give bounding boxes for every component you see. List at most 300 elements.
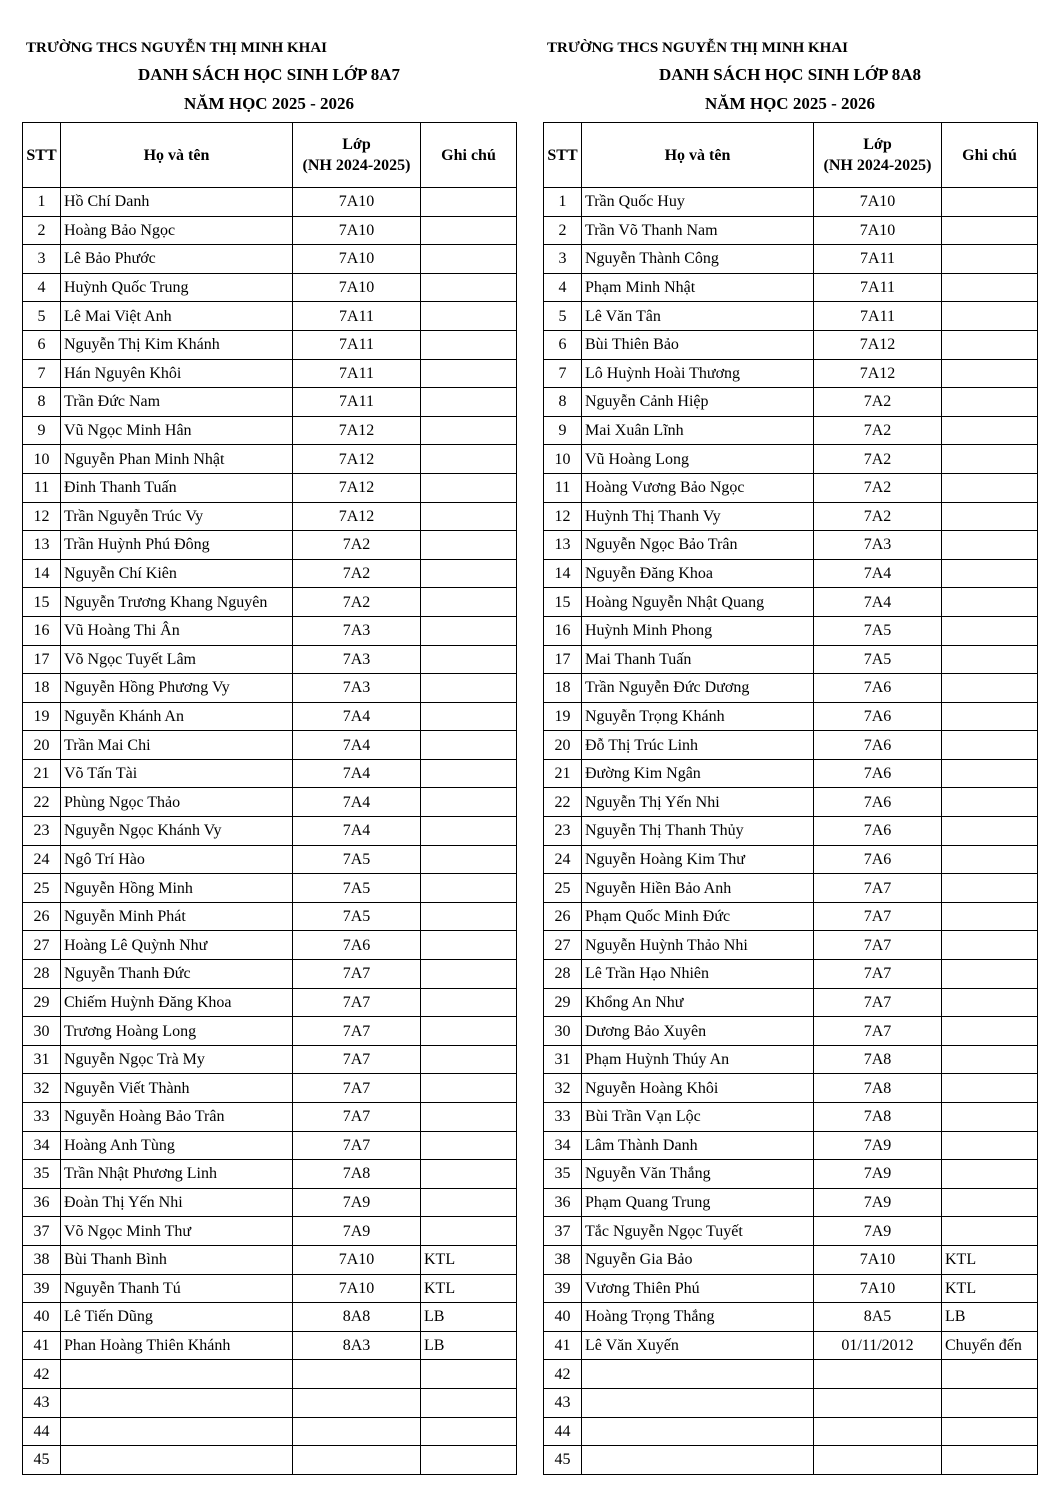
table-row bbox=[23, 1103, 517, 1132]
cell-stt: 45 bbox=[23, 1446, 61, 1475]
cell-stt: 39 bbox=[544, 1274, 582, 1303]
cell-note bbox=[421, 473, 517, 502]
cell-stt: 30 bbox=[544, 1017, 582, 1046]
cell-class: 7A9 bbox=[814, 1217, 942, 1246]
cell-note bbox=[421, 1131, 517, 1160]
cell-class: 7A7 bbox=[814, 902, 942, 931]
table-row bbox=[23, 1303, 517, 1332]
table-row bbox=[544, 1388, 1038, 1417]
table-row bbox=[544, 1017, 1038, 1046]
cell-note bbox=[942, 330, 1038, 359]
cell-name bbox=[582, 1388, 814, 1417]
cell-stt: 8 bbox=[23, 388, 61, 417]
cell-name: Hoàng Bảo Ngọc bbox=[61, 216, 293, 245]
cell-note bbox=[421, 817, 517, 846]
cell-note bbox=[421, 1388, 517, 1417]
cell-note bbox=[421, 559, 517, 588]
cell-class: 7A3 bbox=[293, 616, 421, 645]
cell-name: Nguyễn Hiền Bảo Anh bbox=[582, 874, 814, 903]
cell-name: Lê Văn Tân bbox=[582, 302, 814, 331]
cell-class: 7A7 bbox=[293, 1045, 421, 1074]
cell-class bbox=[814, 1417, 942, 1446]
header-note: Ghi chú bbox=[942, 123, 1038, 188]
header-name: Họ và tên bbox=[582, 123, 814, 188]
cell-note bbox=[942, 988, 1038, 1017]
cell-class: 7A9 bbox=[814, 1188, 942, 1217]
cell-name: Nguyễn Văn Thắng bbox=[582, 1160, 814, 1189]
cell-name: Võ Ngọc Tuyết Lâm bbox=[61, 645, 293, 674]
table-row bbox=[544, 645, 1038, 674]
cell-class: 7A9 bbox=[814, 1160, 942, 1189]
cell-note: KTL bbox=[942, 1245, 1038, 1274]
table-row bbox=[23, 1045, 517, 1074]
table-row bbox=[544, 788, 1038, 817]
header-class-label: Lớp bbox=[863, 136, 892, 153]
cell-class: 7A7 bbox=[814, 931, 942, 960]
cell-stt: 33 bbox=[544, 1103, 582, 1132]
cell-note bbox=[421, 188, 517, 217]
cell-class: 7A7 bbox=[293, 960, 421, 989]
cell-note bbox=[942, 388, 1038, 417]
cell-note bbox=[942, 1417, 1038, 1446]
cell-name: Nguyễn Thanh Tú bbox=[61, 1274, 293, 1303]
cell-name bbox=[582, 1446, 814, 1475]
cell-stt: 39 bbox=[23, 1274, 61, 1303]
cell-name: Nguyễn Viết Thành bbox=[61, 1074, 293, 1103]
cell-note bbox=[421, 216, 517, 245]
cell-note bbox=[421, 1217, 517, 1246]
cell-note bbox=[942, 845, 1038, 874]
table-row bbox=[544, 1103, 1038, 1132]
cell-class: 7A6 bbox=[293, 931, 421, 960]
cell-class: 7A4 bbox=[293, 788, 421, 817]
cell-stt: 24 bbox=[544, 845, 582, 874]
cell-class: 7A3 bbox=[814, 531, 942, 560]
cell-note bbox=[421, 445, 517, 474]
cell-class: 7A9 bbox=[814, 1131, 942, 1160]
cell-stt: 21 bbox=[544, 759, 582, 788]
cell-name bbox=[61, 1388, 293, 1417]
cell-note bbox=[421, 674, 517, 703]
table-row bbox=[544, 902, 1038, 931]
header-stt: STT bbox=[23, 123, 61, 188]
table-row bbox=[544, 1360, 1038, 1389]
cell-stt: 21 bbox=[23, 759, 61, 788]
cell-name: Nguyễn Ngọc Bảo Trân bbox=[582, 531, 814, 560]
cell-stt: 12 bbox=[544, 502, 582, 531]
cell-stt: 43 bbox=[544, 1388, 582, 1417]
cell-name: Trần Nguyễn Trúc Vy bbox=[61, 502, 293, 531]
cell-stt: 2 bbox=[544, 216, 582, 245]
cell-stt: 5 bbox=[23, 302, 61, 331]
cell-stt: 26 bbox=[23, 902, 61, 931]
cell-name: Hán Nguyên Khôi bbox=[61, 359, 293, 388]
cell-class: 7A2 bbox=[293, 531, 421, 560]
cell-class: 7A12 bbox=[293, 416, 421, 445]
cell-stt: 19 bbox=[23, 702, 61, 731]
cell-class: 7A7 bbox=[293, 1103, 421, 1132]
table-row bbox=[544, 1417, 1038, 1446]
cell-class: 8A5 bbox=[814, 1303, 942, 1332]
cell-name: Nguyễn Cảnh Hiệp bbox=[582, 388, 814, 417]
table-row bbox=[23, 702, 517, 731]
cell-name: Hồ Chí Danh bbox=[61, 188, 293, 217]
cell-class: 7A3 bbox=[293, 645, 421, 674]
cell-stt: 31 bbox=[23, 1045, 61, 1074]
cell-stt: 18 bbox=[544, 674, 582, 703]
school-year: NĂM HỌC 2025 - 2026 bbox=[705, 94, 875, 113]
table-row bbox=[544, 988, 1038, 1017]
cell-stt: 17 bbox=[23, 645, 61, 674]
cell-class: 7A6 bbox=[814, 731, 942, 760]
cell-class: 7A9 bbox=[293, 1217, 421, 1246]
cell-class: 7A9 bbox=[293, 1188, 421, 1217]
cell-note bbox=[421, 1417, 517, 1446]
cell-stt: 35 bbox=[23, 1160, 61, 1189]
cell-note bbox=[421, 788, 517, 817]
cell-name: Nguyễn Thanh Đức bbox=[61, 960, 293, 989]
cell-stt: 45 bbox=[544, 1446, 582, 1475]
cell-note bbox=[421, 388, 517, 417]
table-row bbox=[23, 302, 517, 331]
table-body bbox=[23, 188, 517, 1475]
cell-class: 7A4 bbox=[293, 817, 421, 846]
cell-stt: 34 bbox=[23, 1131, 61, 1160]
table-header bbox=[23, 123, 517, 188]
cell-stt: 7 bbox=[23, 359, 61, 388]
cell-name: Hoàng Anh Tùng bbox=[61, 1131, 293, 1160]
cell-stt: 36 bbox=[23, 1188, 61, 1217]
table-row bbox=[23, 931, 517, 960]
cell-note bbox=[942, 245, 1038, 274]
table-row bbox=[23, 216, 517, 245]
cell-name: Lâm Thành Danh bbox=[582, 1131, 814, 1160]
cell-name: Ngô Trí Hào bbox=[61, 845, 293, 874]
cell-class: 7A10 bbox=[293, 273, 421, 302]
cell-class bbox=[293, 1388, 421, 1417]
cell-class bbox=[814, 1388, 942, 1417]
table-row bbox=[544, 1303, 1038, 1332]
cell-name: Huỳnh Minh Phong bbox=[582, 616, 814, 645]
cell-name: Phạm Minh Nhật bbox=[582, 273, 814, 302]
cell-note bbox=[421, 874, 517, 903]
table-row bbox=[544, 1331, 1038, 1360]
header-class-year: (NH 2024-2025) bbox=[302, 157, 411, 174]
cell-name: Nguyễn Ngọc Khánh Vy bbox=[61, 817, 293, 846]
cell-stt: 4 bbox=[23, 273, 61, 302]
table-row bbox=[544, 502, 1038, 531]
cell-class: 7A6 bbox=[814, 845, 942, 874]
table-row bbox=[23, 531, 517, 560]
cell-class: 7A11 bbox=[814, 245, 942, 274]
cell-stt: 38 bbox=[544, 1245, 582, 1274]
cell-name bbox=[61, 1417, 293, 1446]
cell-note bbox=[942, 931, 1038, 960]
table-row bbox=[23, 674, 517, 703]
cell-class: 7A11 bbox=[293, 330, 421, 359]
cell-name bbox=[582, 1360, 814, 1389]
table-row bbox=[544, 874, 1038, 903]
table-row bbox=[23, 188, 517, 217]
cell-stt: 44 bbox=[544, 1417, 582, 1446]
table-row bbox=[23, 817, 517, 846]
cell-class: 7A10 bbox=[814, 188, 942, 217]
cell-name: Hoàng Vương Bảo Ngọc bbox=[582, 473, 814, 502]
cell-name: Chiếm Huỳnh Đăng Khoa bbox=[61, 988, 293, 1017]
cell-note bbox=[942, 1360, 1038, 1389]
table-row bbox=[23, 1245, 517, 1274]
cell-name: Đinh Thanh Tuấn bbox=[61, 473, 293, 502]
cell-name: Huỳnh Quốc Trung bbox=[61, 273, 293, 302]
cell-class: 7A7 bbox=[293, 1017, 421, 1046]
cell-class: 7A6 bbox=[814, 702, 942, 731]
table-row bbox=[544, 674, 1038, 703]
header-note: Ghi chú bbox=[421, 123, 517, 188]
cell-class: 7A6 bbox=[814, 788, 942, 817]
table-row bbox=[544, 188, 1038, 217]
cell-note bbox=[421, 1017, 517, 1046]
cell-note bbox=[942, 445, 1038, 474]
cell-class: 7A4 bbox=[814, 559, 942, 588]
cell-name: Trần Nhật Phương Linh bbox=[61, 1160, 293, 1189]
cell-note bbox=[942, 302, 1038, 331]
cell-name: Nguyễn Khánh An bbox=[61, 702, 293, 731]
cell-stt: 41 bbox=[544, 1331, 582, 1360]
cell-class: 7A7 bbox=[293, 988, 421, 1017]
cell-name: Hoàng Nguyễn Nhật Quang bbox=[582, 588, 814, 617]
table-row bbox=[23, 988, 517, 1017]
cell-note bbox=[942, 645, 1038, 674]
cell-class: 7A8 bbox=[293, 1160, 421, 1189]
table-row bbox=[23, 1388, 517, 1417]
cell-stt: 32 bbox=[23, 1074, 61, 1103]
table-row bbox=[23, 902, 517, 931]
cell-name: Trần Mai Chi bbox=[61, 731, 293, 760]
cell-note bbox=[421, 502, 517, 531]
cell-name: Nguyễn Trương Khang Nguyên bbox=[61, 588, 293, 617]
cell-name: Bùi Thiên Bảo bbox=[582, 330, 814, 359]
cell-stt: 25 bbox=[23, 874, 61, 903]
cell-stt: 11 bbox=[544, 473, 582, 502]
cell-class: 01/11/2012 bbox=[814, 1331, 942, 1360]
cell-class: 7A5 bbox=[293, 902, 421, 931]
table-row bbox=[23, 645, 517, 674]
cell-name: Trần Võ Thanh Nam bbox=[582, 216, 814, 245]
cell-class bbox=[814, 1446, 942, 1475]
student-table bbox=[22, 122, 517, 1475]
cell-name: Dương Bảo Xuyên bbox=[582, 1017, 814, 1046]
table-row bbox=[23, 960, 517, 989]
table-row bbox=[544, 1074, 1038, 1103]
table-row bbox=[544, 473, 1038, 502]
cell-class: 7A11 bbox=[814, 302, 942, 331]
cell-name: Nguyễn Trọng Khánh bbox=[582, 702, 814, 731]
cell-class: 7A2 bbox=[814, 473, 942, 502]
header-class bbox=[814, 123, 942, 188]
cell-name: Nguyễn Phan Minh Nhật bbox=[61, 445, 293, 474]
header-class-label: Lớp bbox=[342, 136, 371, 153]
header-stt: STT bbox=[544, 123, 582, 188]
cell-note bbox=[421, 845, 517, 874]
cell-stt: 6 bbox=[544, 330, 582, 359]
table-row bbox=[544, 531, 1038, 560]
cell-stt: 8 bbox=[544, 388, 582, 417]
cell-note bbox=[421, 902, 517, 931]
class-list-8a7 bbox=[22, 36, 516, 1475]
cell-name: Phùng Ngọc Thảo bbox=[61, 788, 293, 817]
cell-stt: 36 bbox=[544, 1188, 582, 1217]
cell-class: 7A12 bbox=[814, 330, 942, 359]
table-row bbox=[23, 245, 517, 274]
table-row bbox=[23, 359, 517, 388]
cell-name: Khổng An Như bbox=[582, 988, 814, 1017]
table-row bbox=[544, 302, 1038, 331]
cell-stt: 23 bbox=[23, 817, 61, 846]
cell-stt: 5 bbox=[544, 302, 582, 331]
cell-note bbox=[421, 330, 517, 359]
cell-note bbox=[421, 359, 517, 388]
cell-class: 7A12 bbox=[293, 445, 421, 474]
cell-stt: 16 bbox=[23, 616, 61, 645]
table-row bbox=[23, 388, 517, 417]
cell-stt: 20 bbox=[23, 731, 61, 760]
cell-name: Lê Trần Hạo Nhiên bbox=[582, 960, 814, 989]
cell-note bbox=[942, 874, 1038, 903]
cell-name: Nguyễn Thị Thanh Thủy bbox=[582, 817, 814, 846]
cell-note bbox=[942, 731, 1038, 760]
cell-class: 7A6 bbox=[814, 759, 942, 788]
school-name: TRƯỜNG THCS NGUYỄN THỊ MINH KHAI bbox=[547, 40, 849, 56]
cell-class: 7A2 bbox=[814, 388, 942, 417]
cell-class: 7A4 bbox=[293, 702, 421, 731]
cell-stt: 28 bbox=[544, 960, 582, 989]
cell-note bbox=[942, 359, 1038, 388]
cell-name: Huỳnh Thị Thanh Vy bbox=[582, 502, 814, 531]
cell-class: 7A8 bbox=[814, 1074, 942, 1103]
cell-name: Lê Tiến Dũng bbox=[61, 1303, 293, 1332]
cell-class: 7A8 bbox=[814, 1045, 942, 1074]
table-row bbox=[23, 1331, 517, 1360]
cell-stt: 14 bbox=[23, 559, 61, 588]
table-row bbox=[544, 759, 1038, 788]
cell-class: 7A10 bbox=[293, 188, 421, 217]
cell-note bbox=[421, 588, 517, 617]
cell-note bbox=[942, 531, 1038, 560]
cell-note bbox=[421, 245, 517, 274]
cell-note bbox=[421, 1103, 517, 1132]
cell-stt: 29 bbox=[544, 988, 582, 1017]
cell-class: 7A4 bbox=[814, 588, 942, 617]
cell-class: 7A10 bbox=[814, 216, 942, 245]
cell-stt: 22 bbox=[544, 788, 582, 817]
table-row bbox=[544, 731, 1038, 760]
cell-note bbox=[421, 302, 517, 331]
cell-name: Mai Xuân Lĩnh bbox=[582, 416, 814, 445]
cell-stt: 28 bbox=[23, 960, 61, 989]
cell-stt: 31 bbox=[544, 1045, 582, 1074]
cell-stt: 17 bbox=[544, 645, 582, 674]
cell-name: Phạm Huỳnh Thúy An bbox=[582, 1045, 814, 1074]
cell-note bbox=[942, 616, 1038, 645]
table-row bbox=[544, 559, 1038, 588]
cell-name: Hoàng Lê Quỳnh Như bbox=[61, 931, 293, 960]
cell-name: Nguyễn Hồng Minh bbox=[61, 874, 293, 903]
cell-stt: 9 bbox=[544, 416, 582, 445]
cell-class: 7A10 bbox=[814, 1245, 942, 1274]
cell-stt: 33 bbox=[23, 1103, 61, 1132]
cell-note bbox=[942, 416, 1038, 445]
cell-stt: 1 bbox=[544, 188, 582, 217]
table-row bbox=[544, 359, 1038, 388]
cell-note bbox=[942, 1103, 1038, 1132]
cell-stt: 44 bbox=[23, 1417, 61, 1446]
cell-note bbox=[942, 1446, 1038, 1475]
cell-name: Bùi Trần Vạn Lộc bbox=[582, 1103, 814, 1132]
cell-class: 7A5 bbox=[293, 845, 421, 874]
table-row bbox=[544, 931, 1038, 960]
cell-stt: 42 bbox=[23, 1360, 61, 1389]
cell-note bbox=[942, 960, 1038, 989]
cell-stt: 16 bbox=[544, 616, 582, 645]
cell-stt: 23 bbox=[544, 817, 582, 846]
cell-note bbox=[942, 473, 1038, 502]
cell-class: 7A2 bbox=[814, 416, 942, 445]
cell-name: Nguyễn Thị Yến Nhi bbox=[582, 788, 814, 817]
cell-class: 7A7 bbox=[814, 960, 942, 989]
cell-stt: 34 bbox=[544, 1131, 582, 1160]
cell-note: LB bbox=[421, 1303, 517, 1332]
class-list-8a8 bbox=[543, 36, 1037, 1475]
cell-name: Trần Quốc Huy bbox=[582, 188, 814, 217]
cell-name: Vũ Ngọc Minh Hân bbox=[61, 416, 293, 445]
cell-stt: 27 bbox=[23, 931, 61, 960]
cell-class: 7A2 bbox=[293, 559, 421, 588]
cell-name: Nguyễn Gia Bảo bbox=[582, 1245, 814, 1274]
table-row bbox=[544, 1160, 1038, 1189]
cell-class: 7A12 bbox=[814, 359, 942, 388]
table-row bbox=[544, 817, 1038, 846]
cell-name: Nguyễn Hoàng Bảo Trân bbox=[61, 1103, 293, 1132]
school-year: NĂM HỌC 2025 - 2026 bbox=[184, 94, 354, 113]
cell-stt: 38 bbox=[23, 1245, 61, 1274]
cell-note bbox=[942, 273, 1038, 302]
cell-stt: 4 bbox=[544, 273, 582, 302]
cell-note bbox=[421, 988, 517, 1017]
cell-note bbox=[942, 559, 1038, 588]
table-row bbox=[23, 1160, 517, 1189]
table-row bbox=[544, 1446, 1038, 1475]
cell-class: 7A12 bbox=[293, 502, 421, 531]
cell-name: Nguyễn Hoàng Kim Thư bbox=[582, 845, 814, 874]
cell-note bbox=[421, 1074, 517, 1103]
cell-name: Trần Huỳnh Phú Đông bbox=[61, 531, 293, 560]
cell-class: 7A7 bbox=[293, 1131, 421, 1160]
cell-class: 7A5 bbox=[293, 874, 421, 903]
cell-stt: 2 bbox=[23, 216, 61, 245]
cell-name: Vũ Hoàng Thi Ân bbox=[61, 616, 293, 645]
cell-stt: 10 bbox=[544, 445, 582, 474]
cell-name: Trần Nguyễn Đức Dương bbox=[582, 674, 814, 703]
cell-stt: 18 bbox=[23, 674, 61, 703]
cell-note bbox=[421, 1446, 517, 1475]
cell-note bbox=[421, 931, 517, 960]
cell-note bbox=[942, 1188, 1038, 1217]
table-row bbox=[23, 874, 517, 903]
cell-note bbox=[421, 531, 517, 560]
header-name: Họ và tên bbox=[61, 123, 293, 188]
cell-stt: 40 bbox=[23, 1303, 61, 1332]
table-row bbox=[544, 416, 1038, 445]
